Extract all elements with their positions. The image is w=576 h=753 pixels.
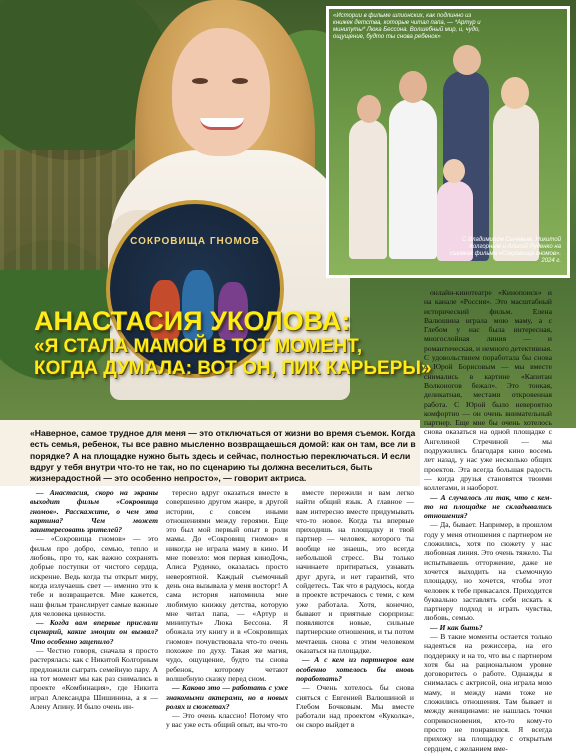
- question: — Каково это — работать с уже знакомыми актерами, но в новых ролях и сюжетах?: [166, 683, 288, 711]
- person-figure: [349, 119, 387, 259]
- person-head: [453, 45, 481, 75]
- answer: — Это очень классно! Потому что у вас уже есть общий опыт, вы что-то: [166, 711, 288, 730]
- person-head: [399, 71, 427, 103]
- article-column-1: [30, 488, 158, 711]
- question: — Анастасия, скоро на экраны выходит фильм «Сокровища гномов». Расскажите, о чем эта картина? Чем может заинтересовать зрителей?: [30, 488, 158, 535]
- lead-paragraph: «Наверное, самое трудное для меня — это отключаться от жизни во время съемок. Когда есть семья, ребенок, ты все равно мысленно возвращаешься домой: как он там, все ли в порядке? А на площадке нужно быть здесь и сейчас, полностью переключаться. И если вдруг у тебя внутри что-то не так, но по сценарию ты должна веселиться, быть жизнерадостной — это особенно непросто», — говорит актриса.: [30, 428, 416, 484]
- answer: вместе пережили и вам легко найти общий язык. А главное — вам интересно вместе придумывать что-то новое. Когда ты впервые приходишь на площадку и твой партнер — человек, которого ты вообще не знаешь, это всегда небольшой стресс. Вы только начинаете притираться, узнавать друг друга, и нет гарантий, что сойдетесь. Так что я радуюсь, когда в проекте встречаюсь с теми, с кем уже работала. Хотя, конечно, бывают и приятные сюрпризы: появляются новые, сильные партнерские отношения, и ты потом мечтаешь снова с этим человеком оказаться на площадке.: [296, 488, 414, 656]
- person-head: [357, 95, 381, 123]
- article-column-4: [424, 288, 552, 753]
- eye: [232, 78, 248, 84]
- answer: тересно вдруг оказаться вместе в совершенно другом жанре, в другой истории, с совсем иными отношениями между героями. Еще это был мой первый опыт в роли мамы. До «Сокровищ гномов» я никогда не играла маму в кино. И мне повезло: моя первая киноДочь, Алиса Руденко, оказалась просто невероятной. Каждый съемочный день она вызывала у меня восторг! А сама история напомнила мне любимую книжку детства, которую мне читал папа, — «Артур и минипуты» Люка Бессона. Я обожала эту книгу и в «Сокровищах гномов» почувствовала что-то очень похожее по духу. Такая же магия, чудо, ощущение, будто ты снова ребенок, которому четают волшебную сказку перед сном.: [166, 488, 288, 683]
- answer: — В такие моменты остается только надеяться на режиссера, на его поддержку и на то, что вы с партнером хотя бы на рациональном уровне договоритесь о работе. Однажды я снималась с актрисой, она играла мою маму, и между нами тоже не сложились отношения. Там бывает и между женщинами: не нашлась точки соприкосновения, кто-то кому-то просто не понравился. Я всегда прихожу на площадку с открытым сердцем, с желанием вме-: [424, 631, 552, 753]
- answer: — Да, бывает. Например, в прошлом году у меня отношения с партнером не сложились, хотя по сюжету у нас любовная линия. Это очень тяжело. Ты испытываешь отторжение, даже не хочется выходить на съемочную площадку, но хочется, чтобы этот человек к тебе прикасался. Приходится буквально заставлять себя искать к партнеру подход и играть чувства, любовь, семью.: [424, 520, 552, 623]
- child-head: [443, 159, 465, 183]
- answer: — Честно говоря, сначала я просто растерялась: как с Никитой Колгорным предложили сыграть семейную пару. А на тот момент мы как раз снимались в проекте «Комбинация», где Никита играл Александра Шишинина, а я — Алену Апину. И было очень ин-: [30, 646, 158, 711]
- actress-smile: [200, 118, 244, 130]
- inset-caption-bottom: С Владимиром Сычевым, Никитой Колгорным и Алисой Руденко на съемках фильма «Сокровища гномов». 2024 г.: [449, 237, 561, 264]
- question: — А случалось ли так, что с кем-то на площадке не складывались отношения?: [424, 492, 552, 521]
- article-column-2: [166, 488, 288, 730]
- tray-title: СОКРОВИЩА ГНОМОВ: [130, 236, 260, 247]
- article-column-3: [296, 488, 414, 730]
- headline-quote-line1: «Я СТАЛА МАМОЙ В ТОТ МОМЕНТ,: [34, 336, 363, 357]
- inset-photo: [326, 6, 570, 278]
- headline-quote-line2: КОГДА ДУМАЛА: ВОТ ОН, ПИК КАРЬЕРЫ»: [34, 358, 432, 379]
- answer: онлайн-кинотеатре «Кинопоиск» и на канале «Россия». Это масштабный исторический фильм. Елена Валюшина играла мою маму, а с Глебом у нас была интересная, многослойная линия — и романтическая, и немного детективная. С удовольствием поработала бы снова с Юрой Борисовым — мы вместе снимались в картине «Капитан Волконогов бежал». Это тонкая, деликатная, местами откровенная работа. С Юрой было невероятно комфортно — он очень внимательный партнер. Еще мне бы очень хотелось снова оказаться на одной площадке с Ангелиной Стречиной — мы подружились благодаря кино восемь лет назад, у нас уже несколько общих проектов. Эта всегда большая радость — когда друзья становятся твоими коллегами, и наоборот.: [424, 288, 552, 493]
- inset-caption-top: «Истории в фильме шпионских, как подлинно из книжек детства, которые читал папа, — *Артур и минипуты* Люка Бессона. Волшебный мир, и, чудо, ощущение, будто ты снова ребенок»: [333, 13, 481, 40]
- person-figure: [389, 99, 437, 259]
- answer: — Очень хотелось бы снова сняться с Евгенией Валюшиной и Глебом Бочковым. Мы вместе работали над проектом «Куколка», он скоро выйдет в: [296, 683, 414, 730]
- answer: — «Сокровища гномов» — это фильм про добро, семью, тепло и любовь, про то, как важно сохранять добрые поступки от чистого сердца, искренне. Ведь когда ты открыт миру, когда излучаешь свет — именно это к тебе и возвращается. Мне кажется, наш фильм транслирует самые важные для человека ценности.: [30, 534, 158, 618]
- actress-face: [172, 28, 270, 156]
- question: — А с кем из партнеров вам особенно хотелось бы вновь поработать?: [296, 655, 414, 683]
- question: — И как быть?: [430, 622, 483, 632]
- question: — Когда вам впервые прислали сценарий, какие эмоции он вызвал? Что особенно зацепило?: [30, 618, 158, 646]
- eye: [192, 78, 208, 84]
- person-head: [501, 77, 529, 109]
- headline-name: АНАСТАСИЯ УКОЛОВА:: [34, 306, 351, 336]
